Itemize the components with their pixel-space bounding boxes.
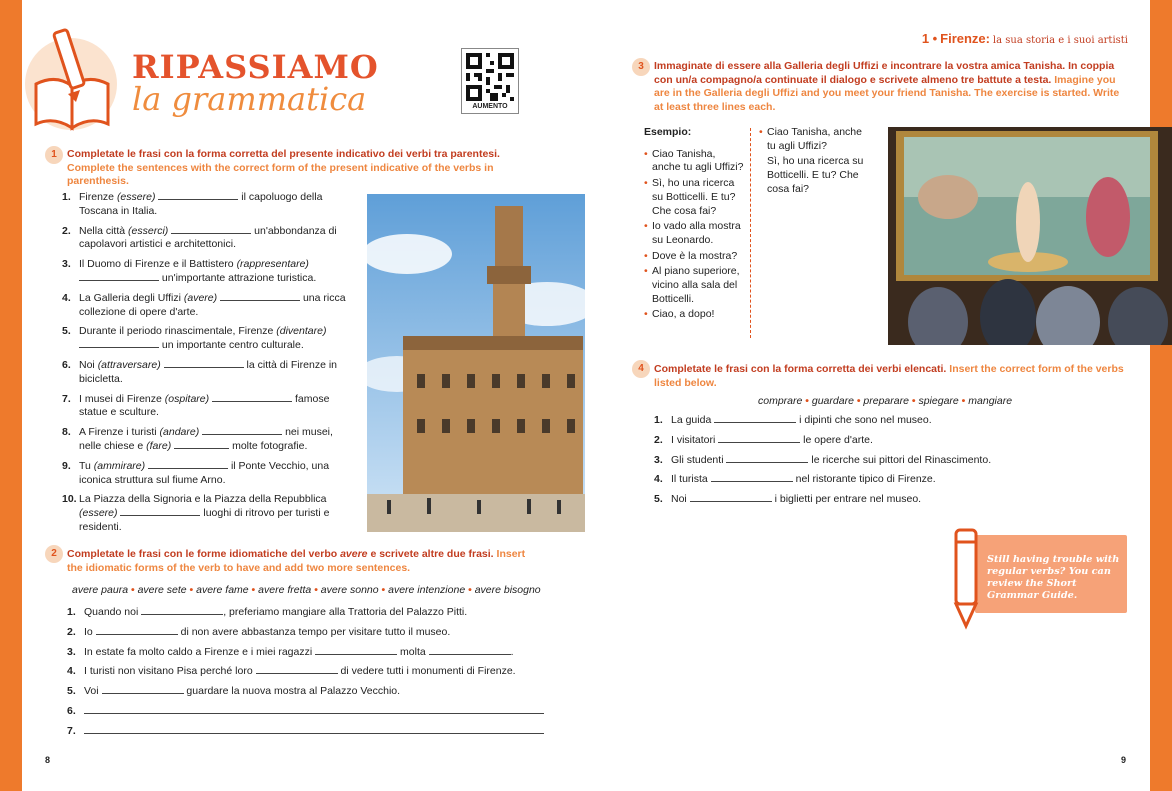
item-text: . <box>510 645 514 658</box>
answer-blank[interactable] <box>690 493 772 502</box>
list-item <box>67 643 547 663</box>
exercise-2-italian-b: e scrivete altre due frasi. <box>367 548 494 560</box>
word-bank-item: avere bisogno <box>474 584 541 596</box>
verb-hint: (attraversare) <box>97 358 161 371</box>
dialogue-line: • Sì, ho una ricerca su Botticelli. E tu? Che cosa fai? <box>644 177 744 218</box>
section-title: RIPASSIAMO <box>132 48 379 86</box>
answer-blank[interactable] <box>84 725 544 734</box>
exercise-4-instructions <box>654 363 1124 390</box>
item-number: 9. <box>62 459 71 472</box>
separator: • <box>908 395 919 407</box>
chapter-subtitle: la sua storia e i suoi artisti <box>992 35 1128 46</box>
word-bank-item: avere sonno <box>320 584 379 596</box>
verb-hint: (ammirare) <box>93 459 146 472</box>
list-item <box>62 460 347 488</box>
word-bank-item: avere paura <box>72 584 129 596</box>
item-text: di non avere abbastanza tempo per visitare tutto il museo. <box>177 625 451 638</box>
item-text: i biglietti per entrare nel museo. <box>771 493 922 506</box>
item-text: i dipinti che sono nel museo. <box>796 414 932 426</box>
word-bank-item: preparare <box>863 395 909 407</box>
verb-hint: (essere) <box>79 507 118 520</box>
list-item <box>62 426 347 454</box>
item-text: Tu <box>79 459 94 472</box>
item-text: In estate fa molto caldo a Firenze e i miei ragazzi <box>84 645 316 658</box>
separator: • <box>958 395 969 407</box>
item-text: famose statue e sculture. <box>79 392 330 419</box>
dialogue-column-2-text: Sì, ho una ricerca su Botticelli. E tu? Che cosa fai? <box>767 155 864 195</box>
answer-blank[interactable] <box>711 473 793 482</box>
dialogue-line: • Al piano superiore, vicino alla sala del Botticelli. <box>644 265 744 306</box>
separator: • <box>853 395 864 407</box>
list-item <box>62 359 347 387</box>
chapter-header <box>922 31 1128 46</box>
separator: • <box>311 584 321 596</box>
verb-hint: (esserci) <box>128 224 169 237</box>
separator: • <box>465 584 475 596</box>
item-number: 3. <box>62 258 71 271</box>
right-orange-edge <box>1150 0 1172 791</box>
exercise-1-list <box>62 191 347 541</box>
exercise-2-verb: avere <box>340 548 368 560</box>
page-number-right: 9 <box>1121 755 1127 765</box>
item-number: 6. <box>62 358 71 371</box>
item-number: 3. <box>654 453 663 466</box>
answer-blank[interactable] <box>256 665 338 674</box>
separator: • <box>802 395 812 407</box>
separator: • <box>248 584 259 596</box>
chapter-number: 1 • <box>921 31 938 46</box>
item-text: I turisti non visitano Pisa perché loro <box>84 665 256 678</box>
dialogue-column-1 <box>644 126 744 324</box>
word-bank-item: comprare <box>758 395 803 407</box>
chapter-city: Firenze: <box>940 31 990 46</box>
item-number: 2. <box>67 625 76 638</box>
list-item <box>62 225 347 253</box>
list-item <box>654 451 1054 471</box>
exercise-2-word-bank <box>72 584 541 596</box>
grammar-tip-text: Still having trouble with regular verbs? You can review the Short Grammar Guide. <box>987 554 1120 601</box>
item-text: le opere d'arte. <box>800 433 873 446</box>
item-text: guardare la nuova mostra al Palazzo Vecchio. <box>183 685 401 698</box>
item-text: Noi <box>671 493 690 506</box>
verb-hint: (diventare) <box>276 325 327 338</box>
list-item <box>654 411 1054 431</box>
item-number: 7. <box>62 392 71 405</box>
exercise-4-english: Insert the correct form of the verbs listed below. <box>654 363 1124 389</box>
word-bank-item: avere fretta <box>258 584 312 596</box>
item-number: 8. <box>62 426 71 439</box>
item-text: Nella città <box>79 224 129 237</box>
left-orange-edge <box>0 0 22 791</box>
qr-code-icon <box>466 53 514 101</box>
answer-blank[interactable] <box>79 272 159 281</box>
item-number: 2. <box>62 224 71 237</box>
word-bank-item: spiegare <box>918 395 959 407</box>
item-text: la città di Firenze in bicicletta. <box>79 358 337 385</box>
item-text: un importante centro culturale. <box>159 339 304 352</box>
item-number: 2. <box>654 433 663 446</box>
item-number: 4. <box>67 665 76 678</box>
item-text: nel ristorante tipico di Firenze. <box>792 473 936 486</box>
exercise-3-english: Imagine you are in the Galleria degli Uffizi and you meet your friend Tanisha. The exercise is started. Write at least three lines each. <box>654 73 1120 113</box>
list-item <box>67 682 547 702</box>
page-number-left: 8 <box>45 755 51 765</box>
item-text: Il turista <box>671 473 711 486</box>
item-text: un'abbondanza di capolavori artistici e architettonici. <box>79 224 337 251</box>
dialogue-column-2 <box>759 126 869 197</box>
list-item <box>62 493 347 534</box>
answer-blank[interactable] <box>220 292 300 301</box>
word-bank-item: guardare <box>811 395 854 407</box>
item-number: 1. <box>67 606 76 618</box>
exercise-4-list <box>654 411 1054 510</box>
item-text: A Firenze i turisti <box>79 426 160 439</box>
item-text: di vedere tutti i monumenti di Firenze. <box>337 665 516 678</box>
exercise-1-instructions <box>67 148 512 189</box>
exercise-1-english: Complete the sentences with the correct form of the present indicative of the verbs in parenthesis. <box>67 161 494 187</box>
word-bank-item: avere intenzione <box>388 584 466 596</box>
answer-blank[interactable] <box>202 426 282 435</box>
item-text: un'importante attrazione turistica. <box>159 271 317 284</box>
qr-label: AUMENTO <box>472 103 508 110</box>
answer-blank[interactable] <box>714 414 796 423</box>
item-text: il capoluogo della Toscana in Italia. <box>79 191 323 217</box>
exercise-4-number: 4 <box>632 360 650 378</box>
item-number: 4. <box>62 291 71 304</box>
exercise-2-instructions <box>67 548 537 575</box>
item-text: molte fotografie. <box>229 439 308 452</box>
dialogue-line: • Dove è la mostra? <box>644 250 744 264</box>
list-item <box>67 603 547 623</box>
exercise-1-italian: Completate le frasi con la forma corretta del presente indicativo dei verbi tra parentesi. <box>67 148 500 160</box>
list-item <box>654 490 1054 510</box>
item-number: 5. <box>62 325 71 338</box>
exercise-4-word-bank <box>758 395 1012 407</box>
answer-blank[interactable] <box>96 626 178 635</box>
dialogue-divider <box>750 128 751 338</box>
exercise-2-number: 2 <box>45 545 63 563</box>
item-text: luoghi di ritrovo per turisti e residenti. <box>79 507 330 533</box>
verb-hint: (essere) <box>116 191 156 203</box>
item-number: 6. <box>67 704 76 717</box>
item-number: 1. <box>654 414 663 426</box>
answer-blank[interactable] <box>84 705 544 714</box>
item-number: 1. <box>62 191 71 203</box>
word-bank-item: avere fame <box>196 584 249 596</box>
list-item <box>62 325 347 353</box>
item-text: Gli studenti <box>671 453 727 466</box>
item-text: Quando noi <box>84 606 142 618</box>
exercise-3-instructions <box>654 60 1129 114</box>
word-bank-item: mangiare <box>968 395 1013 407</box>
separator: • <box>186 584 197 596</box>
exercise-1-number: 1 <box>45 146 63 164</box>
item-text: Firenze <box>79 191 117 203</box>
answer-blank[interactable] <box>315 646 397 655</box>
exercise-4-italian: Completate le frasi con la forma corretta dei verbi elencati. <box>654 363 947 375</box>
item-text: Durante il periodo rinascimentale, Firenze <box>79 325 277 338</box>
verb-hint: (fare) <box>146 439 172 452</box>
verb-hint: (andare) <box>159 426 200 439</box>
item-text: una ricca collezione di opere d'arte. <box>79 291 346 318</box>
answer-blank[interactable] <box>718 434 800 443</box>
separator: • <box>128 584 138 596</box>
exercise-3-number: 3 <box>632 58 650 76</box>
item-text: Noi <box>79 358 98 371</box>
palazzo-vecchio-photo <box>367 194 585 532</box>
item-text: La Piazza della Signoria e la Piazza della Repubblica <box>79 493 327 506</box>
item-text: Io <box>84 625 96 638</box>
item-number: 7. <box>67 724 76 737</box>
item-text: molta <box>397 645 429 658</box>
dialogue-line: • Ciao, a dopo! <box>644 308 744 322</box>
answer-blank[interactable] <box>102 685 184 694</box>
list-item <box>62 258 347 286</box>
item-text: La Galleria degli Uffizi <box>79 291 184 304</box>
item-text: Voi <box>84 685 102 698</box>
answer-blank[interactable] <box>171 225 251 234</box>
list-item <box>62 292 347 320</box>
item-text: nei musei, nelle chiese e <box>79 426 333 452</box>
separator: • <box>378 584 389 596</box>
answer-blank[interactable] <box>148 460 228 469</box>
dialogue-line: • Io vado alla mostra su Leonardo. <box>644 220 744 247</box>
dialogue-line: • Ciao Tanisha, anche tu agli Uffizi? <box>759 126 869 153</box>
list-item <box>67 722 547 742</box>
list-item <box>67 702 547 722</box>
answer-blank[interactable] <box>158 191 238 200</box>
item-text: La guida <box>671 414 715 426</box>
item-text: , preferiamo mangiare alla Trattoria del Palazzo Pitti. <box>223 606 468 618</box>
item-number: 5. <box>654 493 663 506</box>
botticelli-gallery-photo <box>888 127 1172 345</box>
dialogue-line: • Ciao Tanisha, anche tu agli Uffizi? <box>644 148 744 175</box>
list-item <box>67 623 547 643</box>
answer-blank[interactable] <box>174 440 229 449</box>
section-subtitle: la grammatica <box>132 80 367 118</box>
exercise-2-english: Insert the idiomatic forms of the verb to have and add two more sentences. <box>67 548 526 574</box>
example-label: Esempio: <box>644 126 692 138</box>
list-item <box>62 393 347 421</box>
exercise-3-italian: Immaginate di essere alla Galleria degli Uffizi e incontrare la vostra amica Tanisha. In coppia con un/a compagno/a continuate il dialogo e scrivete almeno tre battute a testa. <box>654 60 1115 86</box>
pencil-icon <box>946 526 986 630</box>
answer-blank[interactable] <box>120 507 200 516</box>
grammar-tip-box <box>975 535 1127 613</box>
word-bank-item: avere sete <box>137 584 187 596</box>
answer-blank[interactable] <box>212 393 292 402</box>
exercise-2-italian-a: Completate le frasi con le forme idiomatiche del verbo <box>67 548 341 560</box>
item-number: 10. <box>62 493 77 506</box>
item-text: I visitatori <box>671 433 719 446</box>
pencil-book-logo-icon <box>22 24 120 134</box>
item-number: 5. <box>67 685 76 698</box>
answer-blank[interactable] <box>164 359 244 368</box>
list-item <box>654 431 1054 451</box>
item-number: 3. <box>67 645 76 658</box>
answer-blank[interactable] <box>726 454 808 463</box>
item-text: le ricerche sui pittori del Rinascimento. <box>808 453 992 466</box>
qr-code[interactable] <box>461 48 519 114</box>
item-text: Il Duomo di Firenze e il Battistero <box>79 258 237 271</box>
list-item <box>67 662 547 682</box>
item-number: 4. <box>654 473 663 486</box>
answer-blank[interactable] <box>79 339 159 348</box>
answer-blank[interactable] <box>429 646 511 655</box>
exercise-2-list <box>67 603 547 742</box>
list-item <box>654 470 1054 490</box>
list-item <box>62 191 347 219</box>
verb-hint: (ospitare) <box>164 392 210 405</box>
answer-blank[interactable] <box>141 606 223 615</box>
verb-hint: (rappresentare) <box>236 258 309 271</box>
verb-hint: (avere) <box>183 291 218 304</box>
item-text: I musei di Firenze <box>79 392 165 405</box>
item-text: il Ponte Vecchio, una iconica struttura sul fiume Arno. <box>79 459 330 486</box>
